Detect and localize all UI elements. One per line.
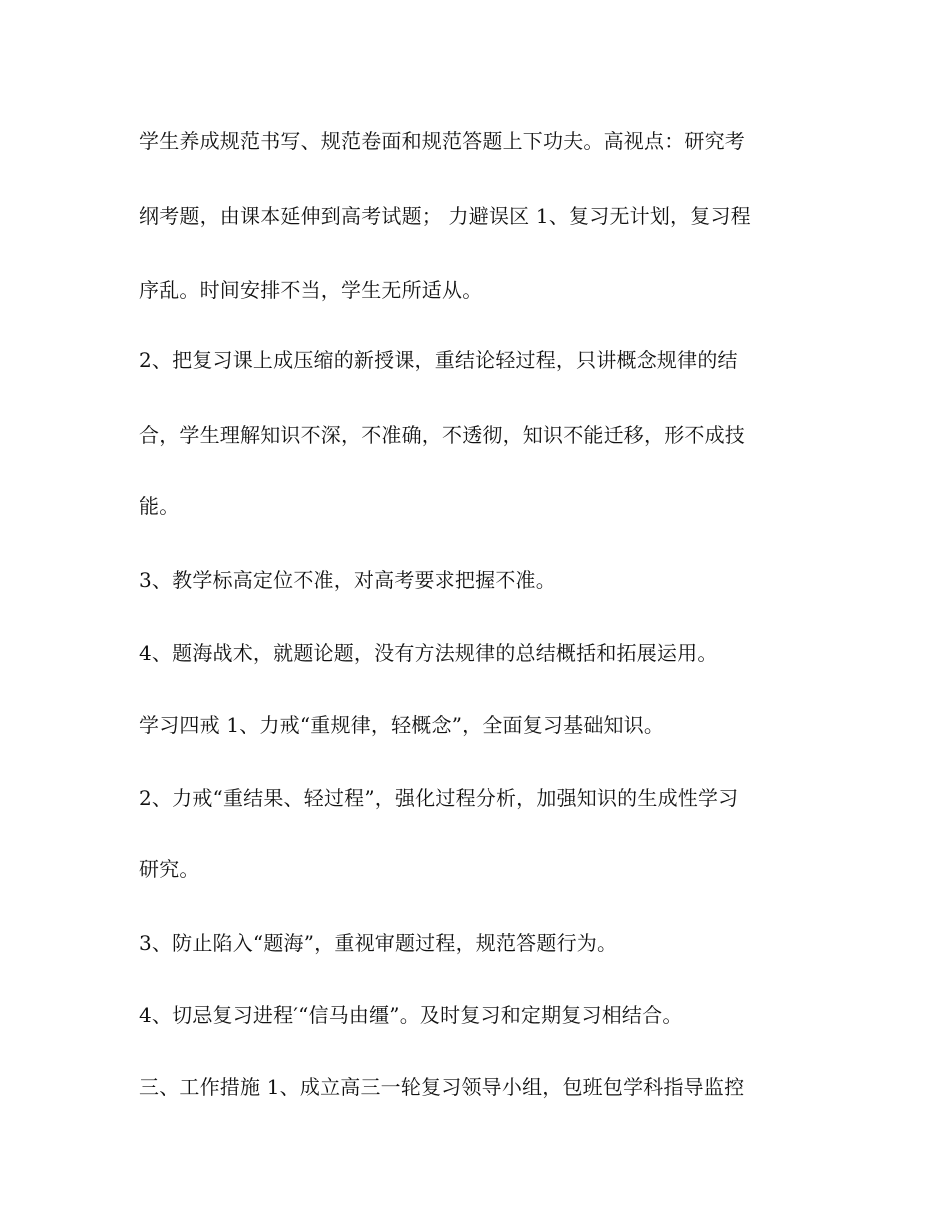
text-line: 研究。 — [139, 857, 200, 881]
text-line: 3、教学标高定位不准，对高考要求把握不准。 — [139, 568, 556, 592]
text-line: 2、力戒“重结果、轻过程”，强化过程分析，加强知识的生成性学习 — [139, 786, 739, 810]
text-line: 合，学生理解知识不深，不准确，不透彻，知识不能迁移，形不成技 — [139, 423, 745, 447]
text-line: 三、工作措施 1、成立高三一轮复习领导小组，包班包学科指导监控 — [139, 1075, 745, 1099]
text-line: 能。 — [139, 494, 180, 518]
text-line: 2、把复习课上成压缩的新授课，重结论轻过程，只讲概念规律的结 — [139, 348, 738, 372]
text-line: 4、题海战术，就题论题，没有方法规律的总结概括和拓展运用。 — [139, 641, 718, 665]
text-line: 学生养成规范书写、规范卷面和规范答题上下功夫。高视点：研究考 — [139, 129, 745, 153]
text-line: 序乱。时间安排不当，学生无所适从。 — [139, 278, 483, 302]
text-line: 4、切忌复习进程′“信马由缰”。及时复习和定期复习相结合。 — [139, 1003, 683, 1027]
text-line: 学习四戒 1、力戒“重规律，轻概念”，全面复习基础知识。 — [139, 713, 665, 737]
text-line: 3、防止陷入“题海”，重视审题过程，规范答题行为。 — [139, 931, 618, 955]
text-line: 纲考题，由课本延伸到高考试题； 力避误区 1、复习无计划，复习程 — [139, 204, 751, 228]
